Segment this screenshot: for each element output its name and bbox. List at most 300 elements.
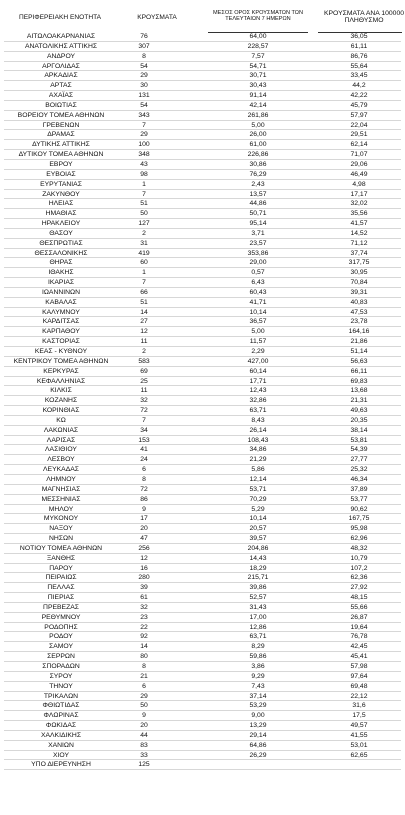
avg-7day-cell: 228,57 [247, 42, 269, 50]
per-100k-cell: 46,34 [350, 475, 368, 483]
region-cell: ΗΛΕΙΑΣ [48, 200, 74, 208]
avg-7day-cell: 9,00 [251, 712, 265, 720]
cases-cell: 21 [140, 672, 148, 680]
table-row [0, 298, 405, 308]
per-100k-cell: 51,14 [350, 348, 368, 355]
cases-cell: 41 [140, 446, 148, 454]
region-cell: ΘΕΣΣΑΛΟΝΙΚΗΣ [34, 249, 88, 257]
per-100k-cell: 30,95 [350, 269, 368, 277]
per-100k-cell: 21,31 [350, 397, 368, 405]
region-cell: ΙΩΑΝΝΙΝΩΝ [41, 288, 81, 296]
cases-cell: 61 [140, 594, 148, 602]
header-cases-per-100k: ΚΡΟΥΣΜΑΤΑ ΑΝΑ 100000 ΠΛΗΘΥΣΜΟ [323, 10, 405, 25]
region-cell: ΣΑΜΟΥ [49, 643, 73, 651]
avg-7day-cell: 3,86 [251, 663, 265, 670]
avg-7day-cell: 2,29 [251, 348, 265, 355]
avg-7day-cell: 11,57 [249, 338, 267, 346]
cases-cell: 8 [142, 475, 146, 483]
cases-cell: 20 [140, 722, 148, 730]
region-cell: ΛΑΡΙΣΑΣ [46, 436, 76, 444]
avg-7day-cell: 17,71 [249, 377, 267, 385]
cases-cell: 9 [142, 712, 146, 720]
cases-cell: 131 [138, 92, 150, 100]
avg-7day-cell: 53,29 [249, 702, 267, 710]
avg-7day-cell: 353,86 [247, 249, 269, 257]
per-100k-cell: 35,56 [350, 210, 368, 218]
table-row [0, 426, 405, 436]
table-row [0, 386, 405, 396]
cases-cell: 43 [140, 160, 148, 168]
cases-cell: 11 [140, 338, 148, 346]
avg-7day-cell: 12,43 [249, 387, 267, 395]
per-100k-cell: 37,74 [350, 249, 368, 257]
region-cell: ΧΑΝΙΩΝ [48, 741, 74, 749]
avg-7day-cell: 76,29 [249, 170, 267, 178]
table-row [0, 268, 405, 278]
per-100k-cell: 62,65 [350, 751, 368, 759]
cases-cell: 50 [140, 702, 148, 710]
region-cell: ΜΗΛΟΥ [48, 505, 74, 513]
cases-cell: 60 [140, 259, 148, 267]
region-cell: ΝΟΤΙΟΥ ΤΟΜΕΑ ΑΘΗΝΩΝ [19, 544, 103, 552]
avg-7day-cell: 204,86 [247, 544, 269, 552]
avg-7day-cell: 29,14 [249, 731, 267, 739]
per-100k-cell: 32,02 [350, 200, 368, 208]
per-100k-cell: 45,41 [350, 653, 368, 661]
cases-cell: 280 [138, 574, 150, 582]
avg-7day-cell: 39,57 [249, 535, 267, 543]
table-row [0, 436, 405, 446]
region-cell: ΠΕΙΡΑΙΩΣ [45, 574, 77, 582]
avg-7day-cell: 64,86 [249, 741, 267, 749]
avg-7day-cell: 13,57 [249, 190, 267, 198]
per-100k-cell: 47,53 [350, 308, 368, 316]
header-region: ΠΕΡΙΦΕΡΕΙΑΚΗ ΕΝΟΤΗΤΑ [18, 14, 102, 21]
per-100k-cell: 95,98 [350, 525, 368, 533]
region-cell: ΝΑΞΟΥ [49, 525, 73, 533]
per-100k-cell: 48,15 [350, 594, 368, 602]
cases-cell: 51 [140, 298, 148, 306]
cases-cell: 34 [140, 426, 148, 434]
per-100k-cell: 41,57 [350, 220, 368, 228]
avg-7day-cell: 7,43 [251, 682, 265, 690]
avg-7day-cell: 31,43 [249, 603, 267, 611]
per-100k-cell: 39,31 [350, 288, 368, 296]
table-row [0, 190, 405, 200]
avg-7day-cell: 18,29 [249, 564, 267, 572]
per-100k-cell: 69,83 [350, 377, 368, 385]
region-cell: ΜΕΣΣΗΝΙΑΣ [41, 495, 81, 503]
table-row [0, 347, 405, 357]
cases-cell: 127 [138, 220, 150, 228]
avg-7day-cell: 26,29 [249, 751, 267, 759]
per-100k-cell: 20,35 [350, 416, 368, 424]
per-100k-cell: 49,57 [350, 722, 368, 730]
region-cell: ΜΑΓΝΗΣΙΑΣ [41, 485, 81, 493]
region-cell: ΚΑΣΤΟΡΙΑΣ [42, 338, 80, 346]
table-row [0, 357, 405, 367]
cases-cell: 14 [140, 308, 148, 316]
region-cell: ΜΥΚΟΝΟΥ [43, 515, 79, 523]
per-100k-cell: 86,76 [350, 52, 368, 60]
avg-7day-cell: 10,14 [249, 515, 267, 523]
table-row [0, 623, 405, 633]
avg-7day-cell: 12,86 [249, 623, 267, 631]
avg-7day-cell: 63,71 [249, 407, 267, 415]
cases-cell: 419 [138, 249, 150, 257]
table-row [0, 465, 405, 475]
cases-cell: 72 [140, 407, 148, 415]
avg-7day-cell: 2,43 [251, 180, 265, 188]
region-cell: ΘΕΣΠΡΩΤΙΑΣ [39, 239, 83, 247]
cases-cell: 17 [140, 515, 148, 523]
cases-cell: 9 [142, 505, 146, 513]
region-cell: ΠΑΡΟΥ [49, 564, 73, 572]
avg-7day-cell: 70,29 [249, 495, 267, 503]
region-cell: ΑΧΑΪΑΣ [48, 92, 74, 100]
table-row [0, 377, 405, 387]
region-cell: ΤΡΙΚΑΛΩΝ [43, 692, 79, 700]
table-row [0, 475, 405, 485]
table-row [0, 731, 405, 741]
cases-cell: 29 [140, 692, 148, 700]
avg-7day-cell: 60,14 [249, 367, 267, 375]
region-cell: ΚΩ [56, 416, 66, 424]
avg-7day-cell: 44,86 [249, 200, 267, 208]
region-cell: ΣΠΟΡΑΔΩΝ [42, 663, 80, 670]
avg-7day-cell: 26,00 [249, 131, 267, 139]
cases-cell: 343 [138, 111, 150, 119]
cases-cell: 24 [140, 456, 148, 464]
region-cell: ΦΘΙΩΤΙΔΑΣ [42, 702, 80, 710]
cases-cell: 12 [140, 328, 148, 336]
cases-cell: 8 [142, 52, 146, 60]
region-cell: ΔΡΑΜΑΣ [47, 131, 75, 139]
table-row [0, 544, 405, 554]
table-row [0, 101, 405, 111]
cases-cell: 100 [138, 141, 150, 149]
cases-cell: 33 [140, 751, 148, 759]
table-row [0, 199, 405, 209]
table-row [0, 249, 405, 259]
avg-7day-cell: 17,00 [249, 613, 267, 621]
table-row [0, 91, 405, 101]
table-row [0, 317, 405, 327]
cases-cell: 583 [138, 357, 150, 365]
per-100k-cell: 45,79 [350, 101, 368, 109]
region-cell: ΞΑΝΘΗΣ [46, 554, 76, 562]
region-cell: ΣΕΡΡΩΝ [47, 653, 75, 661]
region-cell: ΛΕΣΒΟΥ [47, 456, 75, 464]
cases-cell: 80 [140, 653, 148, 661]
avg-7day-cell: 5,86 [251, 466, 265, 474]
region-cell: ΒΟΡΕΙΟΥ ΤΟΜΕΑ ΑΘΗΝΩΝ [17, 111, 105, 119]
per-100k-cell: 31,6 [352, 702, 366, 710]
per-100k-cell: 107,2 [350, 564, 368, 572]
avg-7day-cell: 21,29 [249, 456, 267, 464]
per-100k-cell: 23,78 [350, 318, 368, 326]
table-row [0, 672, 405, 682]
table-row [0, 613, 405, 623]
region-cell: ΑΡΚΑΔΙΑΣ [44, 72, 78, 80]
table-header [0, 10, 405, 32]
avg-7day-cell: 5,00 [251, 328, 265, 336]
region-cell: ΕΥΒΟΙΑΣ [46, 170, 76, 178]
table-row [0, 741, 405, 751]
cases-cell: 39 [140, 584, 148, 592]
table-row [0, 721, 405, 731]
avg-7day-cell: 3,71 [251, 229, 265, 237]
cases-cell: 125 [138, 761, 150, 769]
per-100k-cell: 70,84 [350, 279, 368, 287]
cases-cell: 22 [140, 623, 148, 631]
per-100k-cell: 69,48 [350, 682, 368, 690]
table-row [0, 32, 405, 42]
table-row [0, 327, 405, 337]
table-row [0, 278, 405, 288]
region-cell: ΛΑΚΩΝΙΑΣ [43, 426, 79, 434]
per-100k-cell: 164,16 [348, 328, 370, 336]
region-cell: ΡΕΘΥΜΝΟΥ [41, 613, 81, 621]
per-100k-cell: 97,64 [350, 672, 368, 680]
region-cell: ΒΟΙΩΤΙΑΣ [45, 101, 77, 109]
avg-7day-cell: 37,14 [249, 692, 267, 700]
cases-cell: 69 [140, 367, 148, 375]
region-cell: ΑΝΔΡΟΥ [46, 52, 76, 60]
region-cell: ΚΟΖΑΝΗΣ [44, 397, 78, 405]
avg-7day-cell: 427,00 [247, 357, 269, 365]
region-cell: ΑΡΓΟΛΙΔΑΣ [42, 62, 80, 70]
cases-cell: 23 [140, 613, 148, 621]
per-100k-cell: 48,32 [350, 544, 368, 552]
cases-cell: 72 [140, 485, 148, 493]
cases-cell: 51 [140, 200, 148, 208]
per-100k-cell: 56,63 [350, 357, 368, 365]
per-100k-cell: 26,87 [350, 613, 368, 621]
cases-cell: 29 [140, 131, 148, 139]
region-cell: ΧΙΟΥ [52, 751, 70, 759]
cases-cell: 348 [138, 151, 150, 159]
table-row [0, 564, 405, 574]
region-cell: ΗΡΑΚΛΕΙΟΥ [41, 220, 81, 228]
region-cell: ΕΒΡΟΥ [49, 160, 73, 168]
cases-cell: 8 [142, 663, 146, 670]
avg-7day-cell: 30,86 [249, 160, 267, 168]
cases-cell: 29 [140, 72, 148, 80]
table-row [0, 150, 405, 160]
per-100k-cell: 57,97 [350, 111, 368, 119]
table-row [0, 219, 405, 229]
table-row [0, 652, 405, 662]
region-cell: ΚΕΑΣ - ΚΥΘΝΟΥ [34, 348, 88, 355]
region-cell: ΛΑΣΙΘΙΟΥ [45, 446, 77, 454]
per-100k-cell: 55,64 [350, 62, 368, 70]
cases-cell: 66 [140, 288, 148, 296]
per-100k-cell: 42,45 [350, 643, 368, 651]
avg-7day-cell: 34,86 [249, 446, 267, 454]
per-100k-cell: 4,98 [352, 180, 366, 188]
region-cell: ΘΑΣΟΥ [49, 229, 73, 237]
region-cell: ΚΙΛΚΙΣ [50, 387, 72, 395]
per-100k-cell: 167,75 [348, 515, 370, 523]
per-100k-cell: 90,62 [350, 505, 368, 513]
table-row [0, 308, 405, 318]
per-100k-cell: 14,52 [350, 229, 368, 237]
avg-7day-cell: 0,57 [251, 269, 265, 277]
table-row [0, 111, 405, 121]
avg-7day-cell: 8,43 [251, 416, 265, 424]
table-row [0, 180, 405, 190]
avg-7day-cell: 95,14 [249, 220, 267, 228]
per-100k-cell: 17,5 [352, 712, 366, 720]
table-row [0, 140, 405, 150]
avg-7day-cell: 54,71 [249, 62, 267, 70]
region-cell: ΡΟΔΟΠΗΣ [44, 623, 78, 631]
per-100k-cell: 36,05 [350, 33, 368, 40]
cases-cell: 30 [140, 82, 148, 90]
header-7day-average: ΜΕΣΟΣ ΟΡΟΣ ΚΡΟΥΣΜΑΤΩΝ ΤΩΝ ΤΕΛΕΥΤΑΙΩΝ 7 ΗΜΕΡΩΝ [213, 10, 303, 22]
per-100k-cell: 41,55 [350, 731, 368, 739]
header-cases: ΚΡΟΥΣΜΑΤΑ [137, 14, 177, 21]
cases-cell: 307 [138, 42, 150, 50]
cases-cell: 256 [138, 544, 150, 552]
table-row [0, 288, 405, 298]
region-cell: ΚΑΒΑΛΑΣ [45, 298, 77, 306]
avg-7day-cell: 60,43 [249, 288, 267, 296]
table-row [0, 711, 405, 721]
cases-cell: 54 [140, 62, 148, 70]
per-100k-cell: 21,86 [350, 338, 368, 346]
cases-cell: 47 [140, 535, 148, 543]
cases-cell: 12 [140, 554, 148, 562]
per-100k-cell: 22,12 [350, 692, 368, 700]
per-100k-cell: 61,11 [350, 42, 368, 50]
region-cell: ΙΘΑΚΗΣ [48, 269, 74, 277]
per-100k-cell: 19,64 [350, 623, 368, 631]
per-100k-cell: 46,49 [350, 170, 368, 178]
table-body [0, 32, 405, 770]
table-row [0, 524, 405, 534]
avg-7day-cell: 261,86 [247, 111, 269, 119]
table-row [0, 701, 405, 711]
cases-cell: 83 [140, 741, 148, 749]
per-100k-cell: 42,22 [350, 92, 368, 100]
per-100k-cell: 40,83 [350, 298, 368, 306]
avg-7day-cell: 6,43 [251, 279, 265, 287]
avg-7day-cell: 42,14 [249, 101, 267, 109]
per-100k-cell: 62,36 [350, 574, 368, 582]
per-100k-cell: 76,78 [350, 633, 368, 641]
table-row [0, 485, 405, 495]
cases-cell: 54 [140, 101, 148, 109]
avg-7day-cell: 64,00 [249, 33, 267, 40]
region-cell: ΚΑΛΥΜΝΟΥ [42, 308, 80, 316]
avg-7day-cell: 7,57 [251, 52, 265, 60]
region-cell: ΦΩΚΙΔΑΣ [45, 722, 77, 730]
region-cell: ΚΕΝΤΡΙΚΟΥ ΤΟΜΕΑ ΑΘΗΝΩΝ [13, 357, 109, 365]
table-row [0, 239, 405, 249]
table-row [0, 573, 405, 583]
region-cell: ΦΛΩΡΙΝΑΣ [43, 712, 79, 720]
region-cell: ΛΗΜΝΟΥ [46, 475, 76, 483]
table-row [0, 682, 405, 692]
per-100k-cell: 13,68 [350, 387, 368, 395]
per-100k-cell: 37,89 [350, 485, 368, 493]
region-cell: ΖΑΚΥΝΘΟΥ [42, 190, 80, 198]
region-cell: ΤΗΝΟΥ [49, 682, 73, 690]
per-100k-cell: 38,14 [350, 426, 368, 434]
avg-7day-cell: 20,57 [249, 525, 267, 533]
table-row [0, 367, 405, 377]
cases-cell: 153 [138, 436, 150, 444]
avg-7day-cell: 63,71 [249, 633, 267, 641]
avg-7day-cell: 10,14 [249, 308, 267, 316]
table-row [0, 337, 405, 347]
cases-cell: 31 [140, 239, 148, 247]
avg-7day-cell: 32,86 [249, 397, 267, 405]
cases-cell: 7 [142, 279, 146, 287]
per-100k-cell: 55,66 [350, 603, 368, 611]
region-cell: ΚΑΡΔΙΤΣΑΣ [42, 318, 80, 326]
avg-7day-cell: 12,14 [249, 475, 267, 483]
per-100k-cell: 71,12 [350, 239, 368, 247]
table-row [0, 81, 405, 91]
table-row [0, 554, 405, 564]
avg-7day-cell: 23,57 [249, 239, 267, 247]
table-row [0, 406, 405, 416]
table-row [0, 455, 405, 465]
avg-7day-cell: 61,00 [249, 141, 267, 149]
per-100k-cell: 27,77 [350, 456, 368, 464]
region-cell: ΑΙΤΩΛΟΑΚΑΡΝΑΝΙΑΣ [26, 33, 96, 40]
cases-cell: 86 [140, 495, 148, 503]
per-100k-cell: 62,96 [350, 535, 368, 543]
per-100k-cell: 17,17 [350, 190, 368, 198]
region-cell: ΚΑΡΠΑΘΟΥ [42, 328, 80, 336]
region-cell: ΚΕΡΚΥΡΑΣ [43, 367, 79, 375]
per-100k-cell: 53,01 [350, 741, 368, 749]
table-row [0, 130, 405, 140]
table-row [0, 170, 405, 180]
cases-cell: 6 [142, 466, 146, 474]
table-row [0, 445, 405, 455]
avg-7day-cell: 14,43 [249, 554, 267, 562]
per-100k-cell: 62,14 [350, 141, 368, 149]
per-100k-cell: 317,75 [348, 259, 370, 267]
avg-7day-cell: 9,29 [251, 672, 265, 680]
avg-7day-cell: 108,43 [247, 436, 269, 444]
table-row [0, 209, 405, 219]
cases-cell: 7 [142, 190, 146, 198]
table-row [0, 505, 405, 515]
cases-cell: 44 [140, 731, 148, 739]
region-cell: ΙΚΑΡΙΑΣ [47, 279, 75, 287]
cases-cell: 76 [140, 33, 148, 40]
region-cell: ΣΥΡΟΥ [49, 672, 73, 680]
cases-cell: 7 [142, 416, 146, 424]
table-row [0, 534, 405, 544]
region-cell: ΚΕΦΑΛΛΗΝΙΑΣ [36, 377, 86, 385]
cases-cell: 27 [140, 318, 148, 326]
per-100k-cell: 44,2 [352, 82, 366, 90]
region-cell: ΕΥΡΥΤΑΝΙΑΣ [40, 180, 82, 188]
avg-7day-cell: 5,00 [251, 121, 265, 129]
table-row [0, 583, 405, 593]
avg-7day-cell: 50,71 [249, 210, 267, 218]
cases-cell: 2 [142, 229, 146, 237]
per-100k-cell: 49,63 [350, 407, 368, 415]
per-100k-cell: 22,04 [350, 121, 368, 129]
